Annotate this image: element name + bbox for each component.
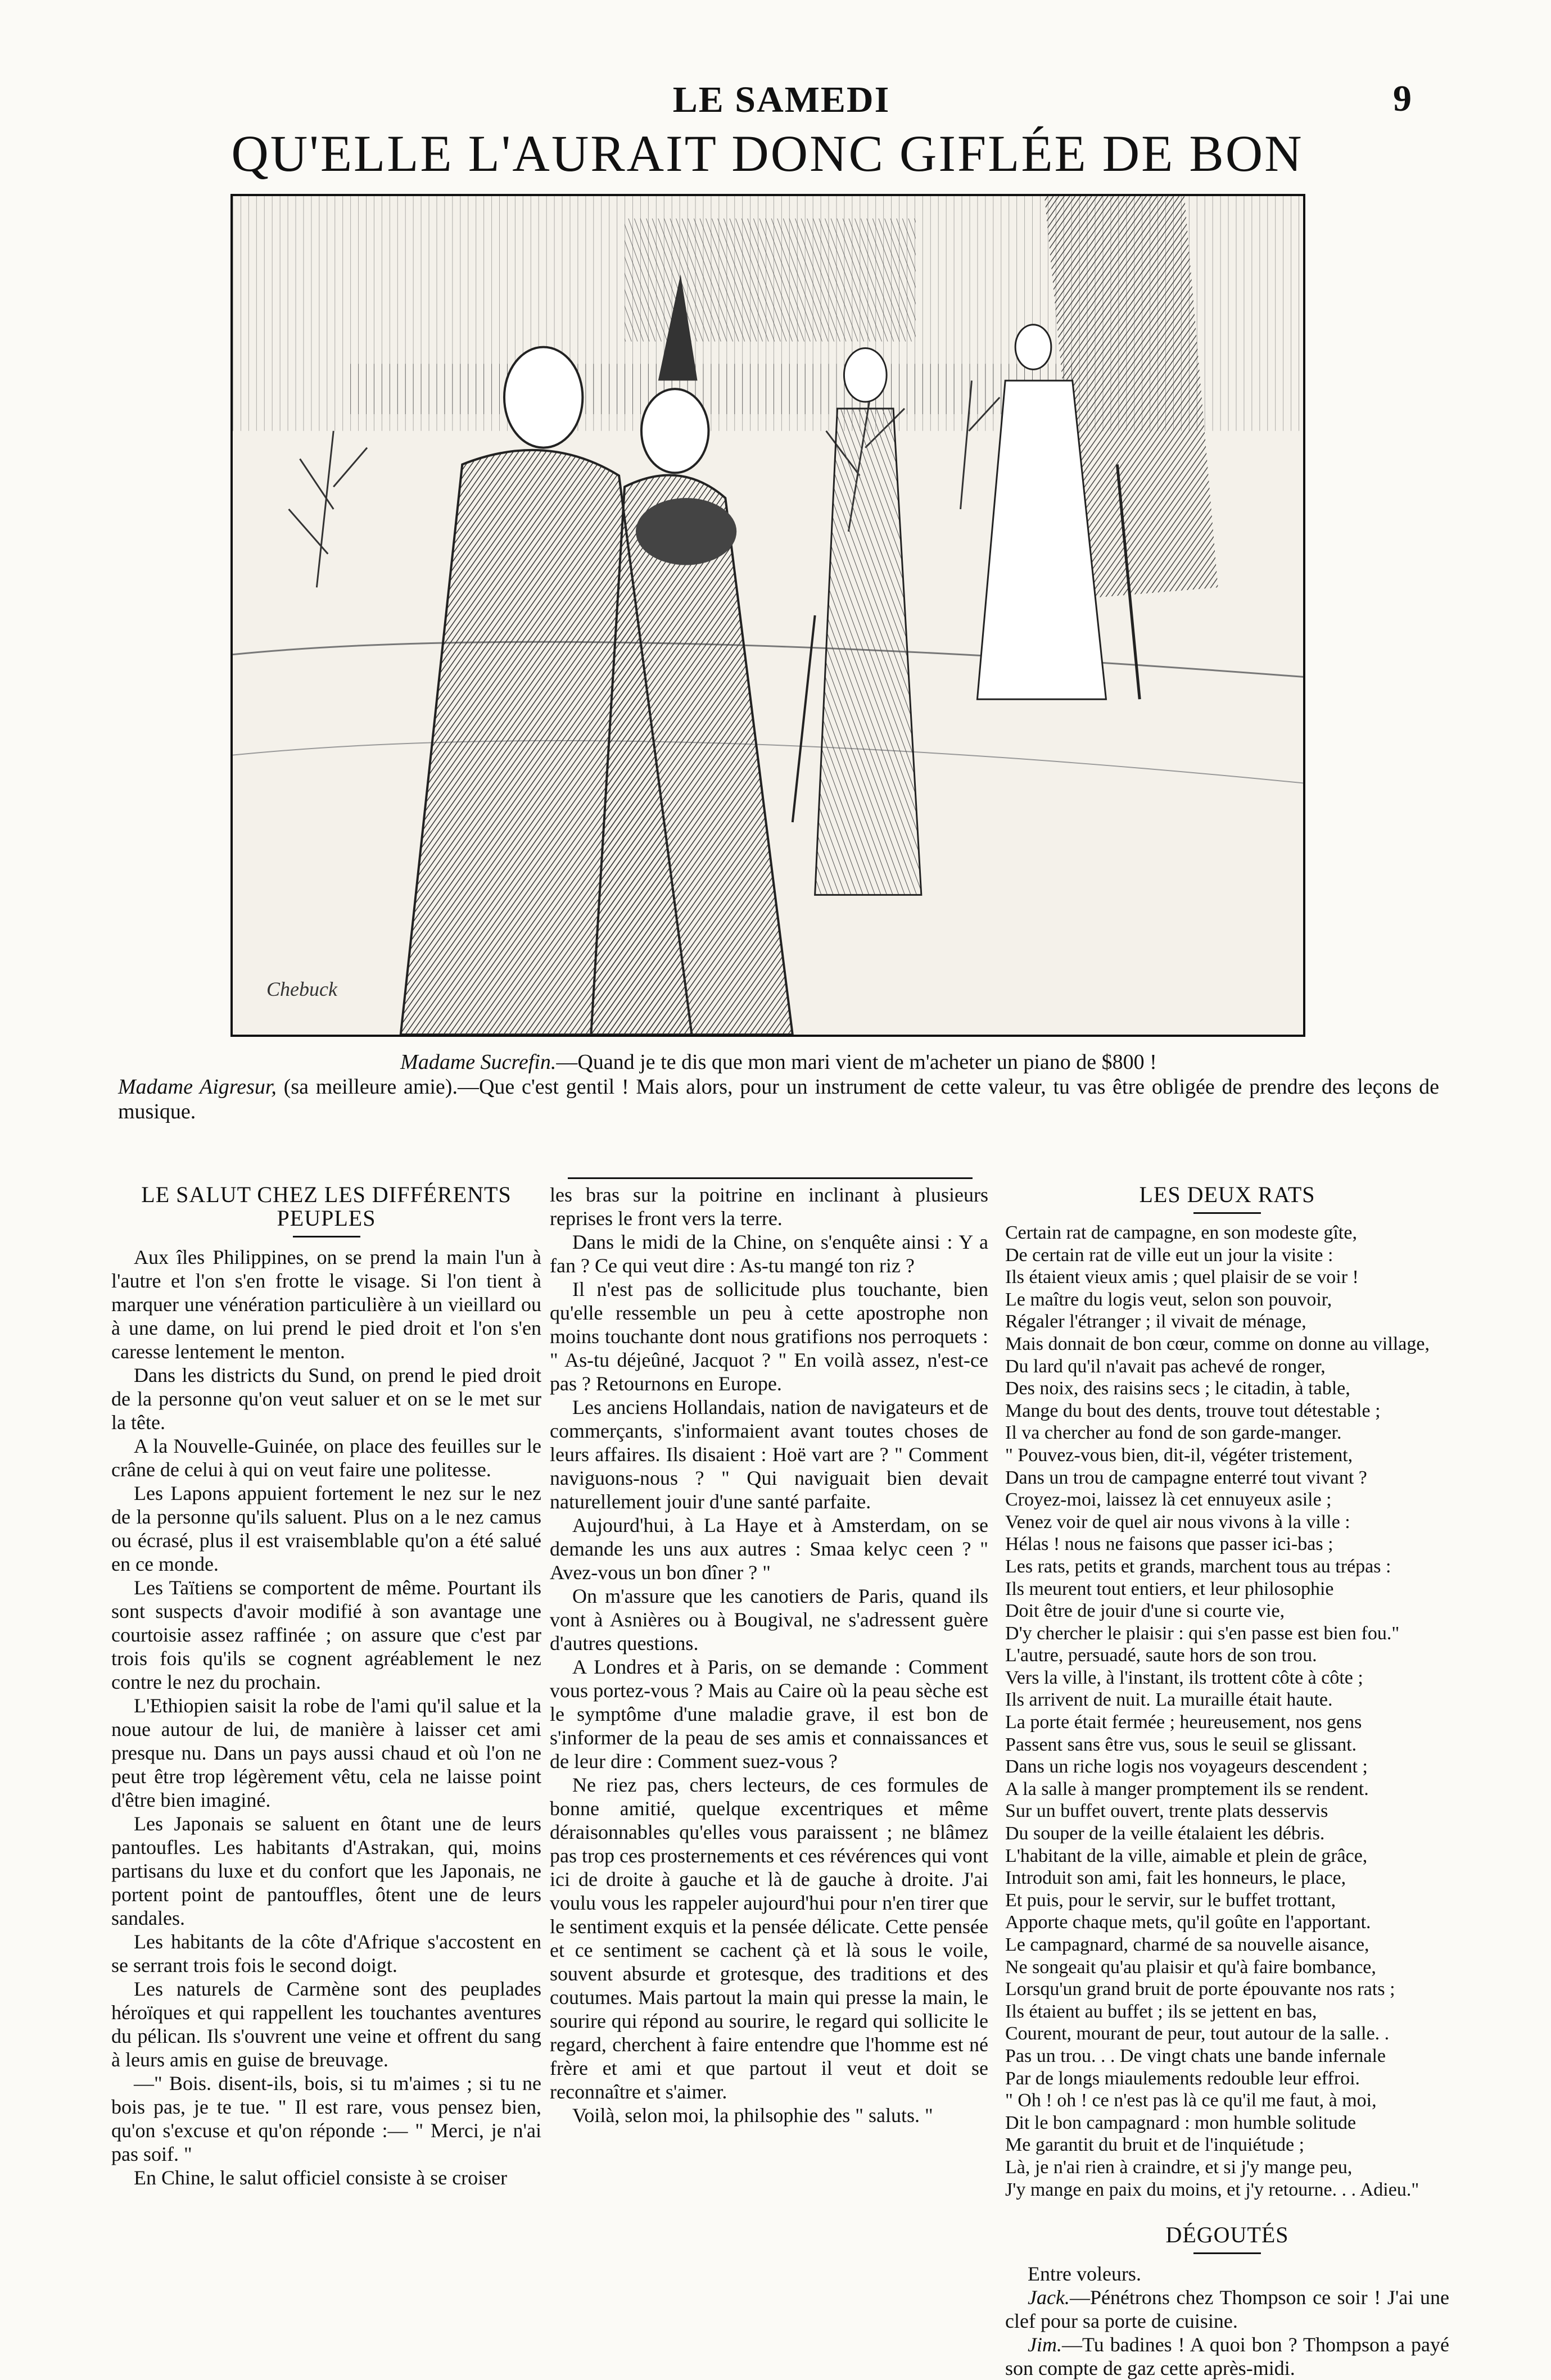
paragraph: Les anciens Hollandais, nation de navigateurs et de commerçants, s'informaient avant toutes choses de leurs affaires. Ils disaient : Hoë vart are ? " Comment naviguons-nous ? " Qui naviguait bien devait naturellement jouir d'une santé parfaite. — [550, 1396, 988, 1513]
poem-line: Dans un trou de campagne enterré tout vivant ? — [1005, 1467, 1367, 1488]
caption-speaker-2: Madame Aigresur, — [118, 1075, 277, 1099]
poem-line: Dans un riche logis nos voyageurs descendent ; — [1005, 1756, 1368, 1778]
paragraph: Il n'est pas de sollicitude plus touchante, bien qu'elle ressemble un peu à cette apostrophe non moins touchante dont nous gratifions nos perroquets : " As-tu déjeûné, Jacquot ? " En voilà assez, n'est-ce pas ? Retournons en Europe. — [550, 1278, 988, 1395]
paragraph: Dans le midi de la Chine, on s'enquête ainsi : Y a fan ? Ce qui veut dire : As-tu mangé ton riz ? — [550, 1231, 988, 1277]
poem-line: Régaler l'étranger ; il vivait de ménage, — [1005, 1311, 1306, 1332]
poem-line: Mais donnait de bon cœur, comme on donne au village, — [1005, 1333, 1430, 1354]
caption-speaker-1: Madame Sucrefin. — [400, 1050, 557, 1074]
paragraph: A Londres et à Paris, on se demande : Comment vous portez-vous ? Mais au Caire où la peau sèche est le symptôme d'une maladie grave, il est bon de s'informer de la peau de ses amis et connaissances et de leur dire : Comment suez-vous ? — [550, 1656, 988, 1772]
poem-line: Venez voir de quel air nous vivons à la ville : — [1005, 1511, 1350, 1533]
poem-line: Du souper de la veille étalaient les débris. — [1005, 1823, 1325, 1844]
dialogue-speaker-1: Jack. — [1028, 2286, 1070, 2309]
dialogue-line-1 — [1005, 2286, 1449, 2333]
poem-line: Dit le bon campagnard : mon humble solitude — [1005, 2112, 1356, 2133]
caption-separator — [568, 1177, 973, 1179]
illustration-headline: QU'ELLE L'AURAIT DONC GIFLÉE DE BON — [231, 125, 1304, 182]
poem-title: LES DEUX RATS — [1139, 1182, 1315, 1207]
caption-line-1 — [118, 1050, 1439, 1075]
poem-body — [1005, 1222, 1449, 2201]
poem-line: Il va chercher au fond de son garde-manger. — [1005, 1422, 1342, 1444]
poem-line: L'habitant de la ville, aimable et plein de grâce, — [1005, 1845, 1368, 1866]
poem-line: Ne songeait qu'au plaisir et qu'à faire bombance, — [1005, 1956, 1376, 1978]
paragraph: En Chine, le salut officiel consiste à se croiser — [134, 2166, 508, 2189]
dialogue-text-2: —Tu badines ! A quoi bon ? Thompson a payé son compte de gaz cette après-midi. — [1005, 2333, 1449, 2380]
house — [625, 219, 916, 342]
poem-line: " Pouvez-vous bien, dit-il, végéter tristement, — [1005, 1444, 1353, 1466]
paragraph: Aux îles Philippines, on se prend la main l'un à l'autre et l'on s'en frotte le visage. Si l'on tient à marquer une vénération particulière à un vieillard ou à une dame, on lui prend le pied droit et l'on s'en caresse lentement le menton. — [111, 1246, 541, 1363]
poem-line: Ils meurent tout entiers, et leur philosophie — [1005, 1578, 1334, 1599]
poem-line: A la salle à manger promptement ils se rendent. — [1005, 1778, 1369, 1799]
article-title-degoutes: DÉGOUTÉS — [1165, 2222, 1289, 2248]
poem-line: Mange du bout des dents, trouve tout détestable ; — [1005, 1400, 1381, 1421]
paragraph: Dans les districts du Sund, on prend le pied droit de la personne qu'on veut saluer et on se le met sur la tête. — [111, 1364, 541, 1434]
caption-line-2 — [118, 1075, 1439, 1124]
poem-line: Par de longs miaulements redouble leur effroi. — [1005, 2068, 1360, 2089]
poem-line: Du lard qu'il n'avait pas achevé de ronger, — [1005, 1356, 1326, 1377]
paragraph: Ne riez pas, chers lecteurs, de ces formules de bonne amitié, quelque excentriques et même déraisonnables qu'elles vous paraissent ; ne blâmez pas trop ces prosternements et ces révérences qui vont ici de droite à gauche et là de gauche à droite. J'ai voulu vous les rappeler aujourd'hui pour n'en tirer que le sentiment exquis et la pensée délicate. Cette pensée et ce sentiment se cachent çà et là sous le voile, souvent absurde et grotesque, des traditions et des coutumes. Mais partout la main qui presse la main, le sourire qui répond au sourire, le regard qui sollicite le regard, cherchent à faire entendre que l'homme est né frère et ami et que partout il veut et doit se reconnaître et s'aimer. — [550, 1774, 988, 2103]
column-3 — [1005, 1183, 1449, 2380]
column-1 — [111, 1183, 541, 2189]
poem-line: Hélas ! nous ne faisons que passer ici-bas ; — [1005, 1534, 1333, 1555]
dialogue-text-1: —Pénétrons chez Thompson ce soir ! J'ai une clef pour sa porte de cuisine. — [1005, 2286, 1449, 2333]
engraving-illustration — [230, 194, 1305, 1037]
dialogue-intro: Entre voleurs. — [1028, 2263, 1141, 2286]
poem-line: D'y chercher le plaisir : qui s'en passe est bien fou." — [1005, 1622, 1400, 1644]
dialogue-speaker-2: Jim. — [1028, 2333, 1062, 2356]
poem-line: Sur un buffet ouvert, trente plats desservis — [1005, 1801, 1328, 1822]
poem-line: L'autre, persuadé, saute hors de son trou. — [1005, 1645, 1317, 1666]
paragraph: Voilà, selon moi, la philsophie des " saluts. " — [572, 2104, 933, 2127]
poem-line: Pas un trou. . . De vingt chats une bande infernale — [1005, 2045, 1386, 2066]
poem-line: " Oh ! oh ! ce n'est pas là ce qu'il me faut, à moi, — [1005, 2090, 1377, 2111]
artist-signature: Chebuck — [266, 978, 337, 1000]
illustration-caption — [118, 1050, 1439, 1124]
poem-line: Le campagnard, charmé de sa nouvelle aisance, — [1005, 1934, 1369, 1955]
poem-line: Les rats, petits et grands, marchent tous au trépas : — [1005, 1556, 1391, 1577]
paragraph: Aujourd'hui, à La Haye et à Amsterdam, on se demande les uns aux autres : Smaa kelyc ceen ? " Avez-vous un bon dîner ? " — [550, 1514, 988, 1584]
poem-line: Le maître du logis veut, selon son pouvoir, — [1005, 1289, 1332, 1310]
poem-line: Introduit son ami, fait les honneurs, le place, — [1005, 1867, 1346, 1889]
paragraph: Les habitants de la côte d'Afrique s'accostent en se serrant trois fois le second doigt. — [111, 1930, 541, 1976]
paragraph: On m'assure que les canotiers de Paris, quand ils vont à Asnières ou à Bougival, ne s'adressent guère d'autres questions. — [550, 1585, 988, 1654]
poem-line: Courent, mourant de peur, tout autour de la salle. . — [1005, 2023, 1390, 2044]
caption-text-1: —Quand je te dis que mon mari vient de m'acheter un piano de $800 ! — [556, 1050, 1157, 1074]
paragraph: L'Ethiopien saisit la robe de l'ami qu'il salue et la noue autour de lui, de manière à laisser cet ami presque nu. Dans un pays aussi chaud et où l'on ne peut être trop légèrement vêtu, cela ne laisse point d'être bien imaginé. — [111, 1694, 541, 1811]
poem-line: Ils étaient vieux amis ; quel plaisir de se voir ! — [1005, 1267, 1359, 1288]
poem-line: Lorsqu'un grand bruit de porte épouvante nos rats ; — [1005, 1979, 1395, 2000]
dialogue-line-2 — [1005, 2333, 1449, 2380]
poem-line: Doit être de jouir d'une si courte vie, — [1005, 1601, 1285, 1622]
poem-line: Ils arrivent de nuit. La muraille était haute. — [1005, 1689, 1333, 1711]
title-rule — [1193, 1212, 1261, 1214]
paragraph: les bras sur la poitrine en inclinant à plusieurs reprises le front vers la terre. — [550, 1184, 988, 1230]
poem-line: La porte était fermée ; heureusement, nos gens — [1005, 1712, 1362, 1733]
poem-line: Des noix, des raisins secs ; le citadin, à table, — [1005, 1378, 1350, 1399]
paragraph: Les Japonais se saluent en ôtant une de leurs pantoufles. Les habitants d'Astrakan, qui, moins partisans du luxe et du confort que les Japonais, ne portent point de pantouffles, ôtent une de leurs sandales. — [111, 1812, 541, 1929]
poem-line: J'y mange en paix du moins, et j'y retourne. . . Adieu." — [1005, 2179, 1419, 2200]
paragraph: Les Taïtiens se comportent de même. Pourtant ils sont suspects d'avoir modifié à son avantage une courtoisie assez raffinée ; on assure que c'est par trois fois qu'ils se cognent agréablement le nez contre le nez du prochain. — [111, 1576, 541, 1693]
poem-line: Croyez-moi, laissez là cet ennuyeux asile ; — [1005, 1489, 1332, 1511]
title-rule — [1193, 2252, 1261, 2254]
poem-line: Passent sans être vus, sous le seuil se glissant. — [1005, 1734, 1357, 1755]
article-title-salut: LE SALUT CHEZ LES DIFFÉRENTS PEUPLES — [141, 1182, 512, 1231]
title-rule — [293, 1236, 360, 1237]
poem-line: De certain rat de ville eut un jour la visite : — [1005, 1244, 1333, 1266]
fence — [345, 364, 1073, 414]
poem-line: Vers la ville, à l'instant, ils trottent côte à côte ; — [1005, 1667, 1363, 1688]
page-number: 9 — [1393, 78, 1412, 119]
column-2 — [550, 1183, 988, 2127]
winter-scene-drawing — [233, 196, 1303, 1035]
paragraph: Les Lapons appuient fortement le nez sur le nez de la personne qu'ils saluent. Plus on a le nez camus ou écrasé, plus il est vraisemblable qu'on a été salué en ce monde. — [111, 1482, 541, 1575]
poem-line: Ils étaient au buffet ; ils se jettent en bas, — [1005, 2001, 1317, 2022]
paragraph: —" Bois. disent-ils, bois, si tu m'aimes ; si tu ne bois pas, je te tue. " Il est rare, vous pensez bien, qu'on s'excuse et qu'on réponde :— " Merci, je n'ai pas soif. " — [111, 2072, 541, 2165]
poem-line: Là, je n'ai rien à craindre, et si j'y mange peu, — [1005, 2156, 1353, 2178]
paragraph: Les naturels de Carmène sont des peuplades héroïques et qui rappellent les touchantes aventures du pélican. Ils s'ouvrent une veine et offrent du sang à leurs amis en guise de breuvage. — [111, 1978, 541, 2071]
poem-line: Apporte chaque mets, qu'il goûte en l'apportant. — [1005, 1912, 1371, 1933]
masthead-title: LE SAMEDI — [672, 79, 890, 120]
poem-line: Et puis, pour le servir, sur le buffet trottant, — [1005, 1889, 1336, 1911]
caption-text-2: (sa meilleure amie).—Que c'est gentil ! Mais alors, pour un instrument de cette valeur, tu vas être obligée de prendre des leçons de musique. — [118, 1075, 1439, 1123]
poem-line: Me garantit du bruit et de l'inquiétude ; — [1005, 2134, 1305, 2156]
poem-line: Certain rat de campagne, en son modeste gîte, — [1005, 1222, 1357, 1243]
paragraph: A la Nouvelle-Guinée, on place des feuilles sur le crâne de celui à qui on veut faire une politesse. — [111, 1435, 541, 1481]
